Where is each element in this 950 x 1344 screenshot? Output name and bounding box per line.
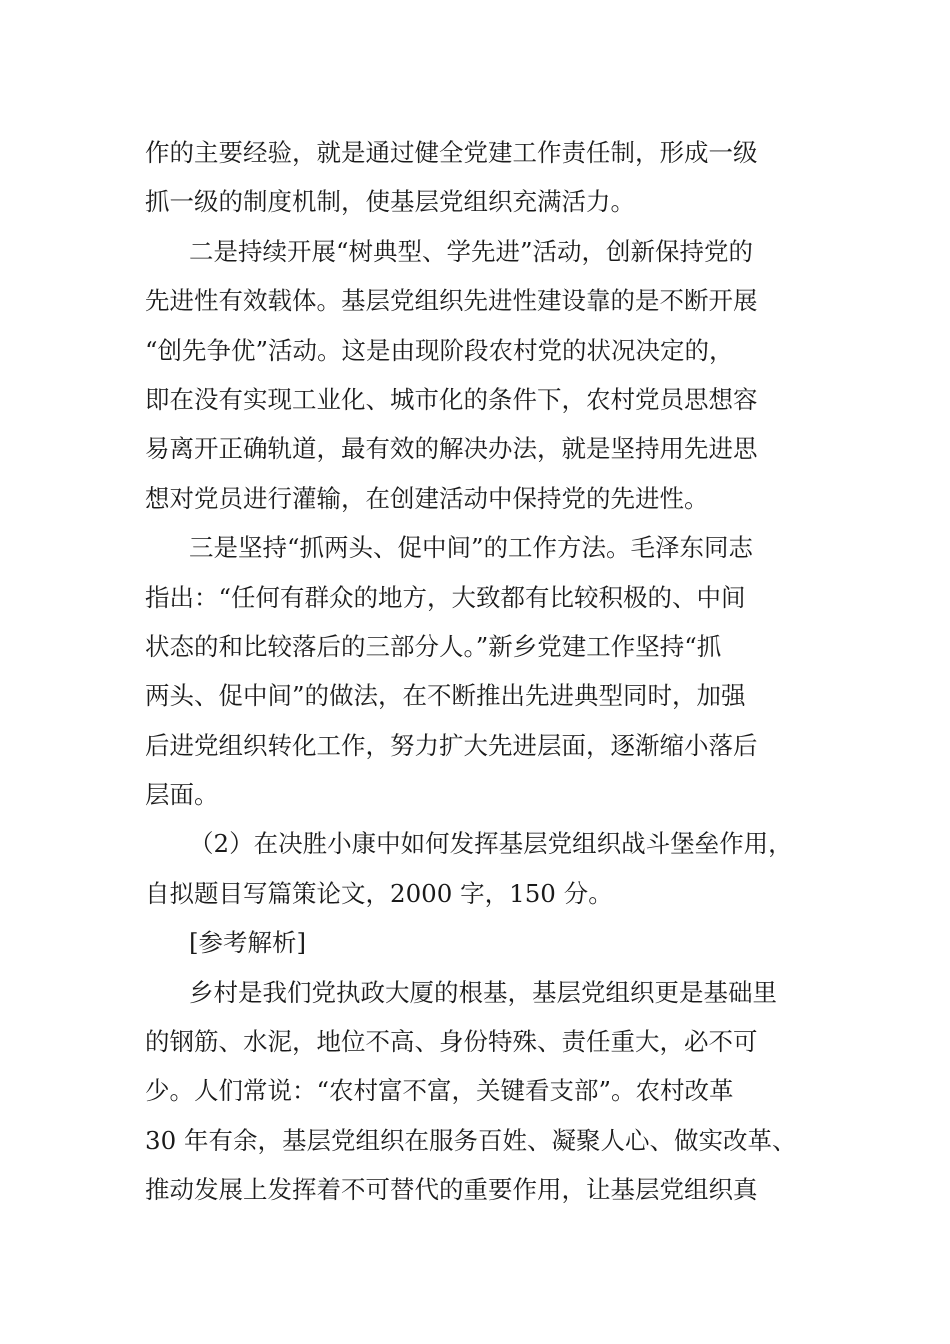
text-line: 的钢筋、水泥，地位不高、身份特殊、责任重大，必不可 bbox=[145, 1027, 758, 1057]
text-line: 指出：“任何有群众的地方，大致都有比较积极的、中间 bbox=[145, 582, 746, 612]
text-line: 即在没有实现工业化、城市化的条件下，农村党员思想容 bbox=[145, 384, 758, 414]
text-line: 少。人们常说：“农村富不富，关键看支部”。农村改革 bbox=[145, 1076, 734, 1106]
text-line: 乡村是我们党执政大厦的根基，基层党组织更是基础里 bbox=[189, 977, 777, 1007]
text-line: 作的主要经验，就是通过健全党建工作责任制，形成一级 bbox=[145, 138, 758, 167]
text-line: 易离开正确轨道，最有效的解决办法，就是坚持用先进思 bbox=[145, 434, 758, 464]
text-line: （2）在决胜小康中如何发挥基层党组织战斗堡垒作用， bbox=[189, 829, 793, 859]
text-line: 状态的和比较落后的三部分人。”新乡党建工作坚持“抓 bbox=[145, 631, 722, 661]
text-line: 两头、促中间”的做法，在不断推出先进典型同时，加强 bbox=[145, 681, 746, 711]
text-line: 二是持续开展“树典型、学先进”活动，创新保持党的 bbox=[189, 236, 754, 266]
text-line: 抓一级的制度机制，使基层党组织充满活力。 bbox=[145, 187, 635, 217]
text-line: 自拟题目写篇策论文，2000 字，150 分。 bbox=[145, 878, 613, 908]
text-line: 推动发展上发挥着不可替代的重要作用，让基层党组织真 bbox=[145, 1175, 758, 1205]
text-line: 想对党员进行灌输，在创建活动中保持党的先进性。 bbox=[145, 483, 709, 513]
text-line: [参考解析] bbox=[189, 928, 307, 958]
document-body bbox=[145, 128, 817, 1215]
text-line: 后进党组织转化工作，努力扩大先进层面，逐渐缩小落后 bbox=[145, 730, 758, 760]
text-line: “创先争优”活动。这是由现阶段农村党的状况决定的， bbox=[145, 335, 734, 365]
text-line: 先进性有效载体。基层党组织先进性建设靠的是不断开展 bbox=[145, 286, 758, 316]
text-line: 层面。 bbox=[145, 780, 219, 810]
text-line: 30 年有余，基层党组织在服务百姓、凝聚人心、做实改革、 bbox=[145, 1125, 797, 1155]
text-line: 三是坚持“抓两头、促中间”的工作方法。毛泽东同志 bbox=[189, 533, 754, 563]
